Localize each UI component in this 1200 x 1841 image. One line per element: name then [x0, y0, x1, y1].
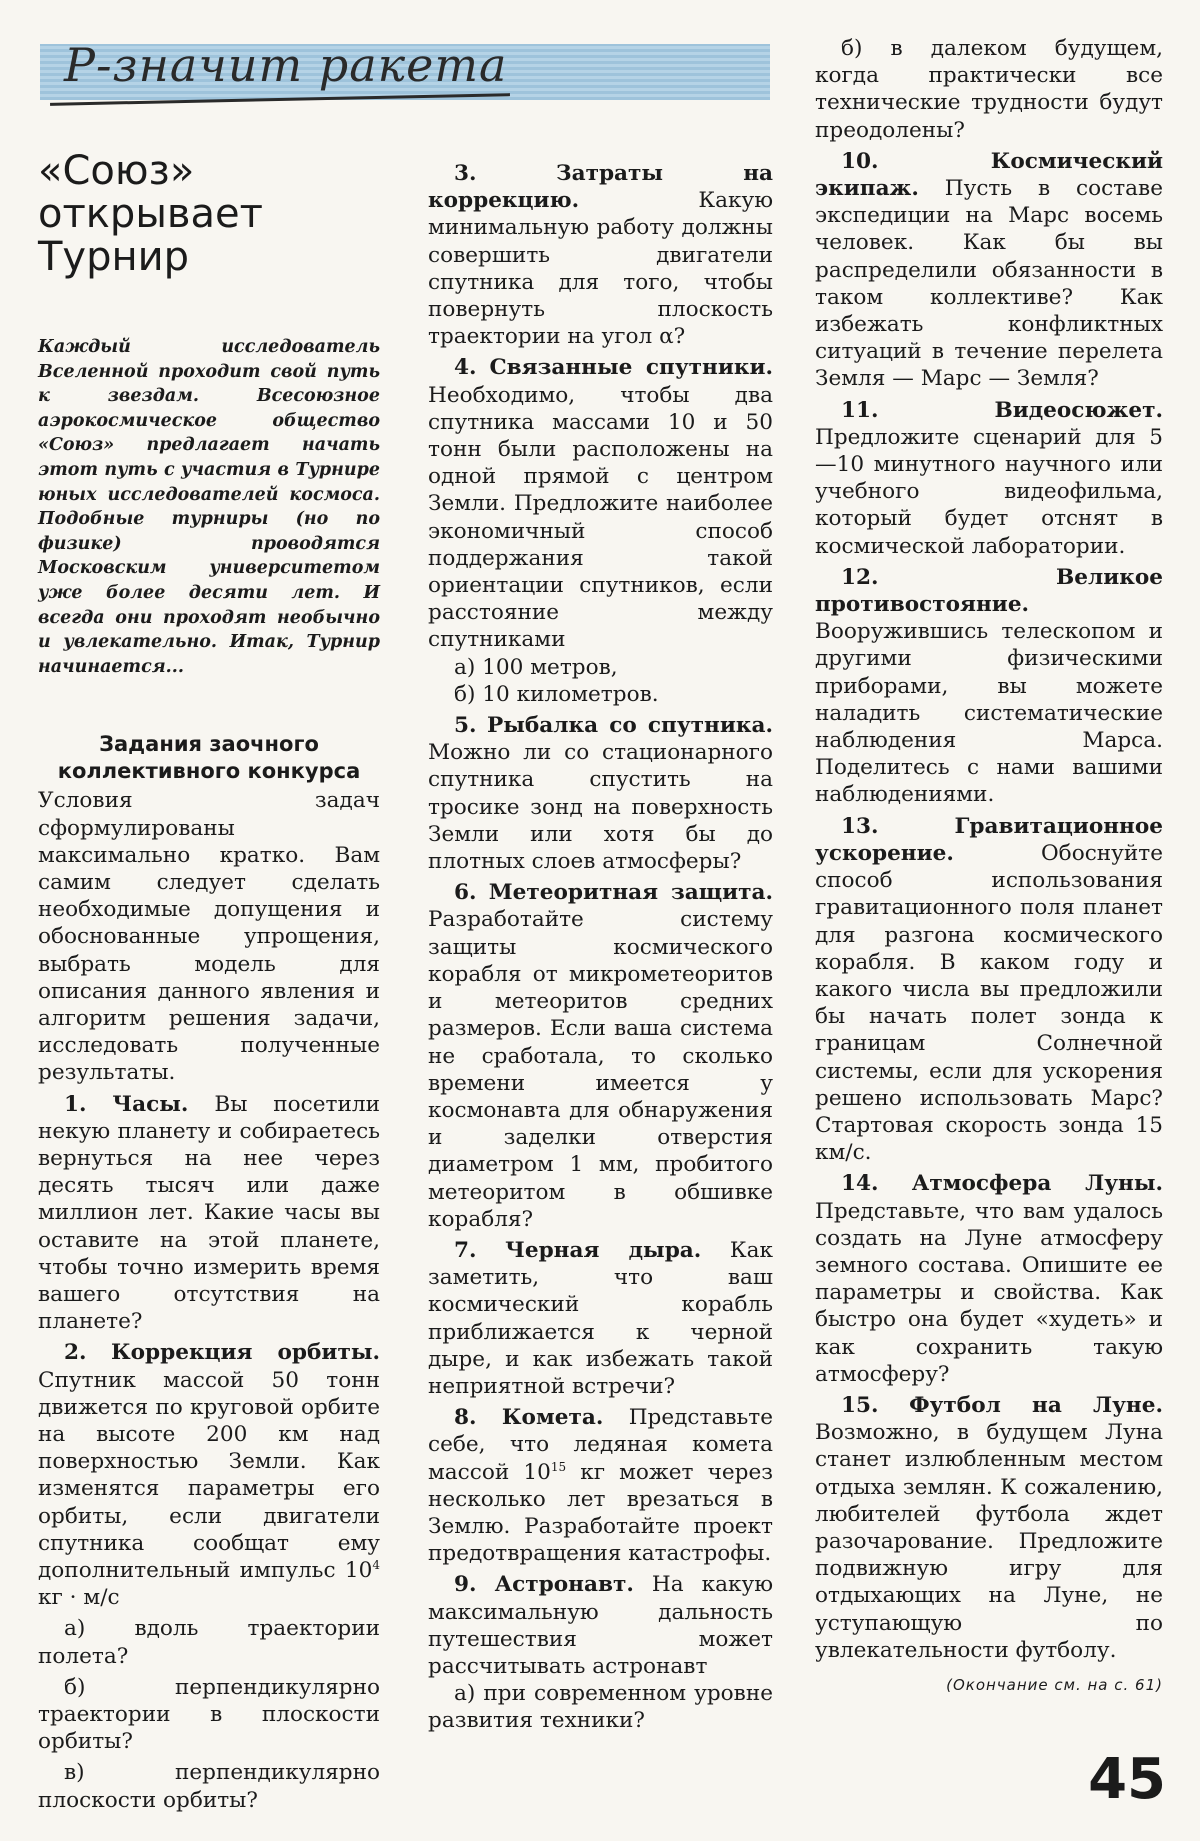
- task-number: 6.: [454, 880, 477, 906]
- task-text: Возможно, в будущем Луна станет излюбленным местом отдыха землян. К сожалению, любителей футбола ждет разочарование. Предложите подвижную игру для отдыхающих на Луне, не уступающую по увлекательности футболу.: [815, 1420, 1163, 1663]
- task-2: [38, 1339, 380, 1611]
- task-title: Астронавт.: [494, 1572, 634, 1598]
- impulse-base: 10: [344, 1558, 373, 1583]
- task-number: 10.: [841, 148, 879, 174]
- title-line: «Союз»: [38, 148, 195, 194]
- task-text: Пусть в составе экспедиции на Марс восемь человек. Как бы вы распределили обязанности в таком коллективе? Как избежать конфликтных ситуаций в течение перелета Земля — Марс — Земля?: [815, 176, 1163, 392]
- task-title: Видеосюжет.: [994, 397, 1163, 423]
- task-11: [815, 397, 1163, 560]
- task-number: 1.: [64, 1091, 87, 1117]
- task-option: а) при современном уровне развития техники?: [428, 1681, 773, 1734]
- column-3: [815, 35, 1163, 1694]
- impulse-exponent: 4: [372, 1557, 380, 1572]
- page-number: 45: [1088, 1747, 1166, 1812]
- task-title: Атмосфера Луны.: [911, 1171, 1163, 1197]
- mass-exponent: 15: [550, 1459, 567, 1474]
- task-title: Футбол на Луне.: [909, 1392, 1163, 1418]
- task-number: 11.: [841, 397, 879, 423]
- task-text: Вооружившись телескопом и другими физическими приборами, вы можете наладить систематические наблюдения Марса. Поделитесь с нами вашими наблюдениями.: [815, 619, 1163, 808]
- task-9: [428, 1571, 773, 1680]
- task-title: Комета.: [501, 1405, 604, 1431]
- task-text: Спутник массой 50 тонн движется по круговой орбите на высоте 200 км над поверхностью Земли. Как изменятся параметры его орбиты, если двигатели спутника сообщат ему дополнительный импульс: [38, 1367, 380, 1583]
- task-number: 8.: [454, 1405, 477, 1431]
- task-text: Как заметить, что ваш космический корабль приближается к черной дыре, и как избежать такой неприятной встречи?: [428, 1237, 773, 1399]
- task-title: Часы.: [112, 1091, 189, 1117]
- task-5: [428, 712, 773, 875]
- title-line: Турнир: [38, 234, 190, 280]
- task-10: [815, 148, 1163, 393]
- task-number: 15.: [841, 1392, 879, 1418]
- task-text: Обоснуйте способ использования гравитационного поля планет для разгона космического корабля. В каком году и какого числа вы предложили бы начать полет зонда к границам Солнечной системы, если для ускорения решено использовать Марс? Стартовая скорость зонда 15 км/с.: [815, 840, 1163, 1166]
- mass-base: 10: [523, 1459, 551, 1485]
- task-option: б) в далеком будущем, когда практически все технические трудности будут преодолены?: [815, 36, 1163, 143]
- column-1: [38, 150, 380, 1814]
- task-text: Необходимо, чтобы два спутника массами 10 и 50 тонн были расположены на одной прямой с центром Земли. Предложите наиболее экономичный способ поддержания такой ориентации спутников, если расстояние между спутниками: [428, 382, 773, 653]
- task-option: а) вдоль траектории полета?: [38, 1616, 380, 1669]
- task-number: 2.: [64, 1340, 87, 1366]
- task-13: [815, 813, 1163, 1167]
- column-2: [428, 160, 773, 1735]
- task-text: Какую минимальную работу должны совершить двигатели спутника для того, чтобы повернуть плоскость траектории на угол α?: [428, 188, 773, 350]
- intro-paragraph: Каждый исследователь Вселенной проходит свой путь к звездам. Всесоюзное аэрокосмическое общество «Союз» предлагает начать этот путь с участия в Турнире юных исследователей космоса. Подобные турниры (но по физике) проводятся Московским университетом уже более десяти лет. И всегда они проходят необычно и увлекательно. Итак, Турнир начинается...: [38, 337, 380, 677]
- task-text: кг может через несколько лет врезаться в Землю. Разработайте проект предотвращения катастрофы.: [428, 1459, 774, 1567]
- task-number: 9.: [454, 1572, 477, 1598]
- task-number: 14.: [841, 1171, 879, 1197]
- task-text: Вы посетили некую планету и собираетесь вернуться на нее через десять тысяч или даже миллион лет. Какие часы вы оставите на этой планете, чтобы точно измерить время вашего отсутствия на планете?: [38, 1091, 380, 1335]
- task-8: [428, 1404, 773, 1567]
- task-option: в) перпендикулярно плоскости орбиты?: [38, 1760, 380, 1813]
- task-option: б) 10 километров.: [454, 681, 659, 707]
- task-14: [815, 1170, 1163, 1388]
- task-title: Космический экипаж.: [815, 148, 1163, 202]
- section-heading: Задания заочного коллективного конкурса: [57, 732, 361, 784]
- task-3: [428, 160, 773, 350]
- task-option: а) 100 метров,: [454, 654, 618, 680]
- task-title: Метеоритная защита.: [488, 880, 773, 906]
- task-text: Представьте, что вам удалось создать на Луне атмосферу земного состава. Опишите ее параметры и свойства. Как быстро она будет «худеть» и как сохранить такую атмосферу?: [815, 1198, 1163, 1387]
- task-number: 13.: [841, 813, 879, 839]
- banner-underline: [50, 93, 510, 106]
- task-number: 5.: [454, 713, 477, 739]
- task-title: Черная дыра.: [505, 1237, 702, 1263]
- task-15: [815, 1392, 1163, 1664]
- task-text: Предложите сценарий для 5—10 минутного научного или учебного видеофильма, который будет отснят в космической лаборатории.: [815, 424, 1163, 559]
- task-text: Представьте себе, что ледяная комета массой: [428, 1405, 773, 1485]
- task-title: Гравитационное ускорение.: [815, 813, 1163, 866]
- task-6: [428, 879, 773, 1233]
- task-number: 12.: [841, 564, 879, 590]
- title-line: открывает: [38, 191, 263, 237]
- task-4: [428, 354, 773, 653]
- task-7: [428, 1237, 773, 1400]
- continuation-note: (Окончание см. на с. 61): [946, 1675, 1163, 1694]
- task-option: б) перпендикулярно траектории в плоскости орбиты?: [38, 1674, 380, 1755]
- task-number: 3.: [454, 161, 477, 186]
- impulse-unit: кг · м/с: [38, 1585, 120, 1611]
- task-number: 7.: [454, 1237, 477, 1263]
- task-title: Связанные спутники.: [489, 355, 773, 381]
- conditions-paragraph: Условия задач сформулированы максимально кратко. Вам самим следует сделать необходимые допущения и обоснованные упрощения, выбрать модель для описания данного явления и алгоритм решения задачи, исследовать полученные результаты.: [38, 788, 380, 1086]
- task-number: 4.: [454, 355, 477, 381]
- banner-title: Р-значит ракета: [64, 38, 508, 92]
- task-title: Коррекция орбиты.: [110, 1340, 380, 1366]
- task-text: Разработайте систему защиты космического корабля от микрометеоритов и метеоритов средних размеров. Если ваша система не сработала, то сколько времени имеется у космонавта для обнаружения и заделки отверстия диаметром 1 мм, пробитого метеоритом в обшивке корабля?: [428, 907, 773, 1232]
- task-12: [815, 564, 1163, 809]
- task-text: Можно ли со стационарного спутника спустить на тросике зонд на поверхность Земли или хотя бы до плотных слоев атмосферы?: [428, 740, 773, 875]
- task-title: Великое противостояние.: [815, 564, 1163, 618]
- task-1: [38, 1091, 380, 1336]
- section-banner: [40, 38, 770, 100]
- article-title: [38, 150, 380, 279]
- task-title: Затраты на коррекцию.: [428, 161, 773, 214]
- task-title: Рыбалка со спутника.: [487, 713, 773, 739]
- task-text: На какую максимальную дальность путешествия может рассчитывать астронавт: [428, 1572, 773, 1679]
